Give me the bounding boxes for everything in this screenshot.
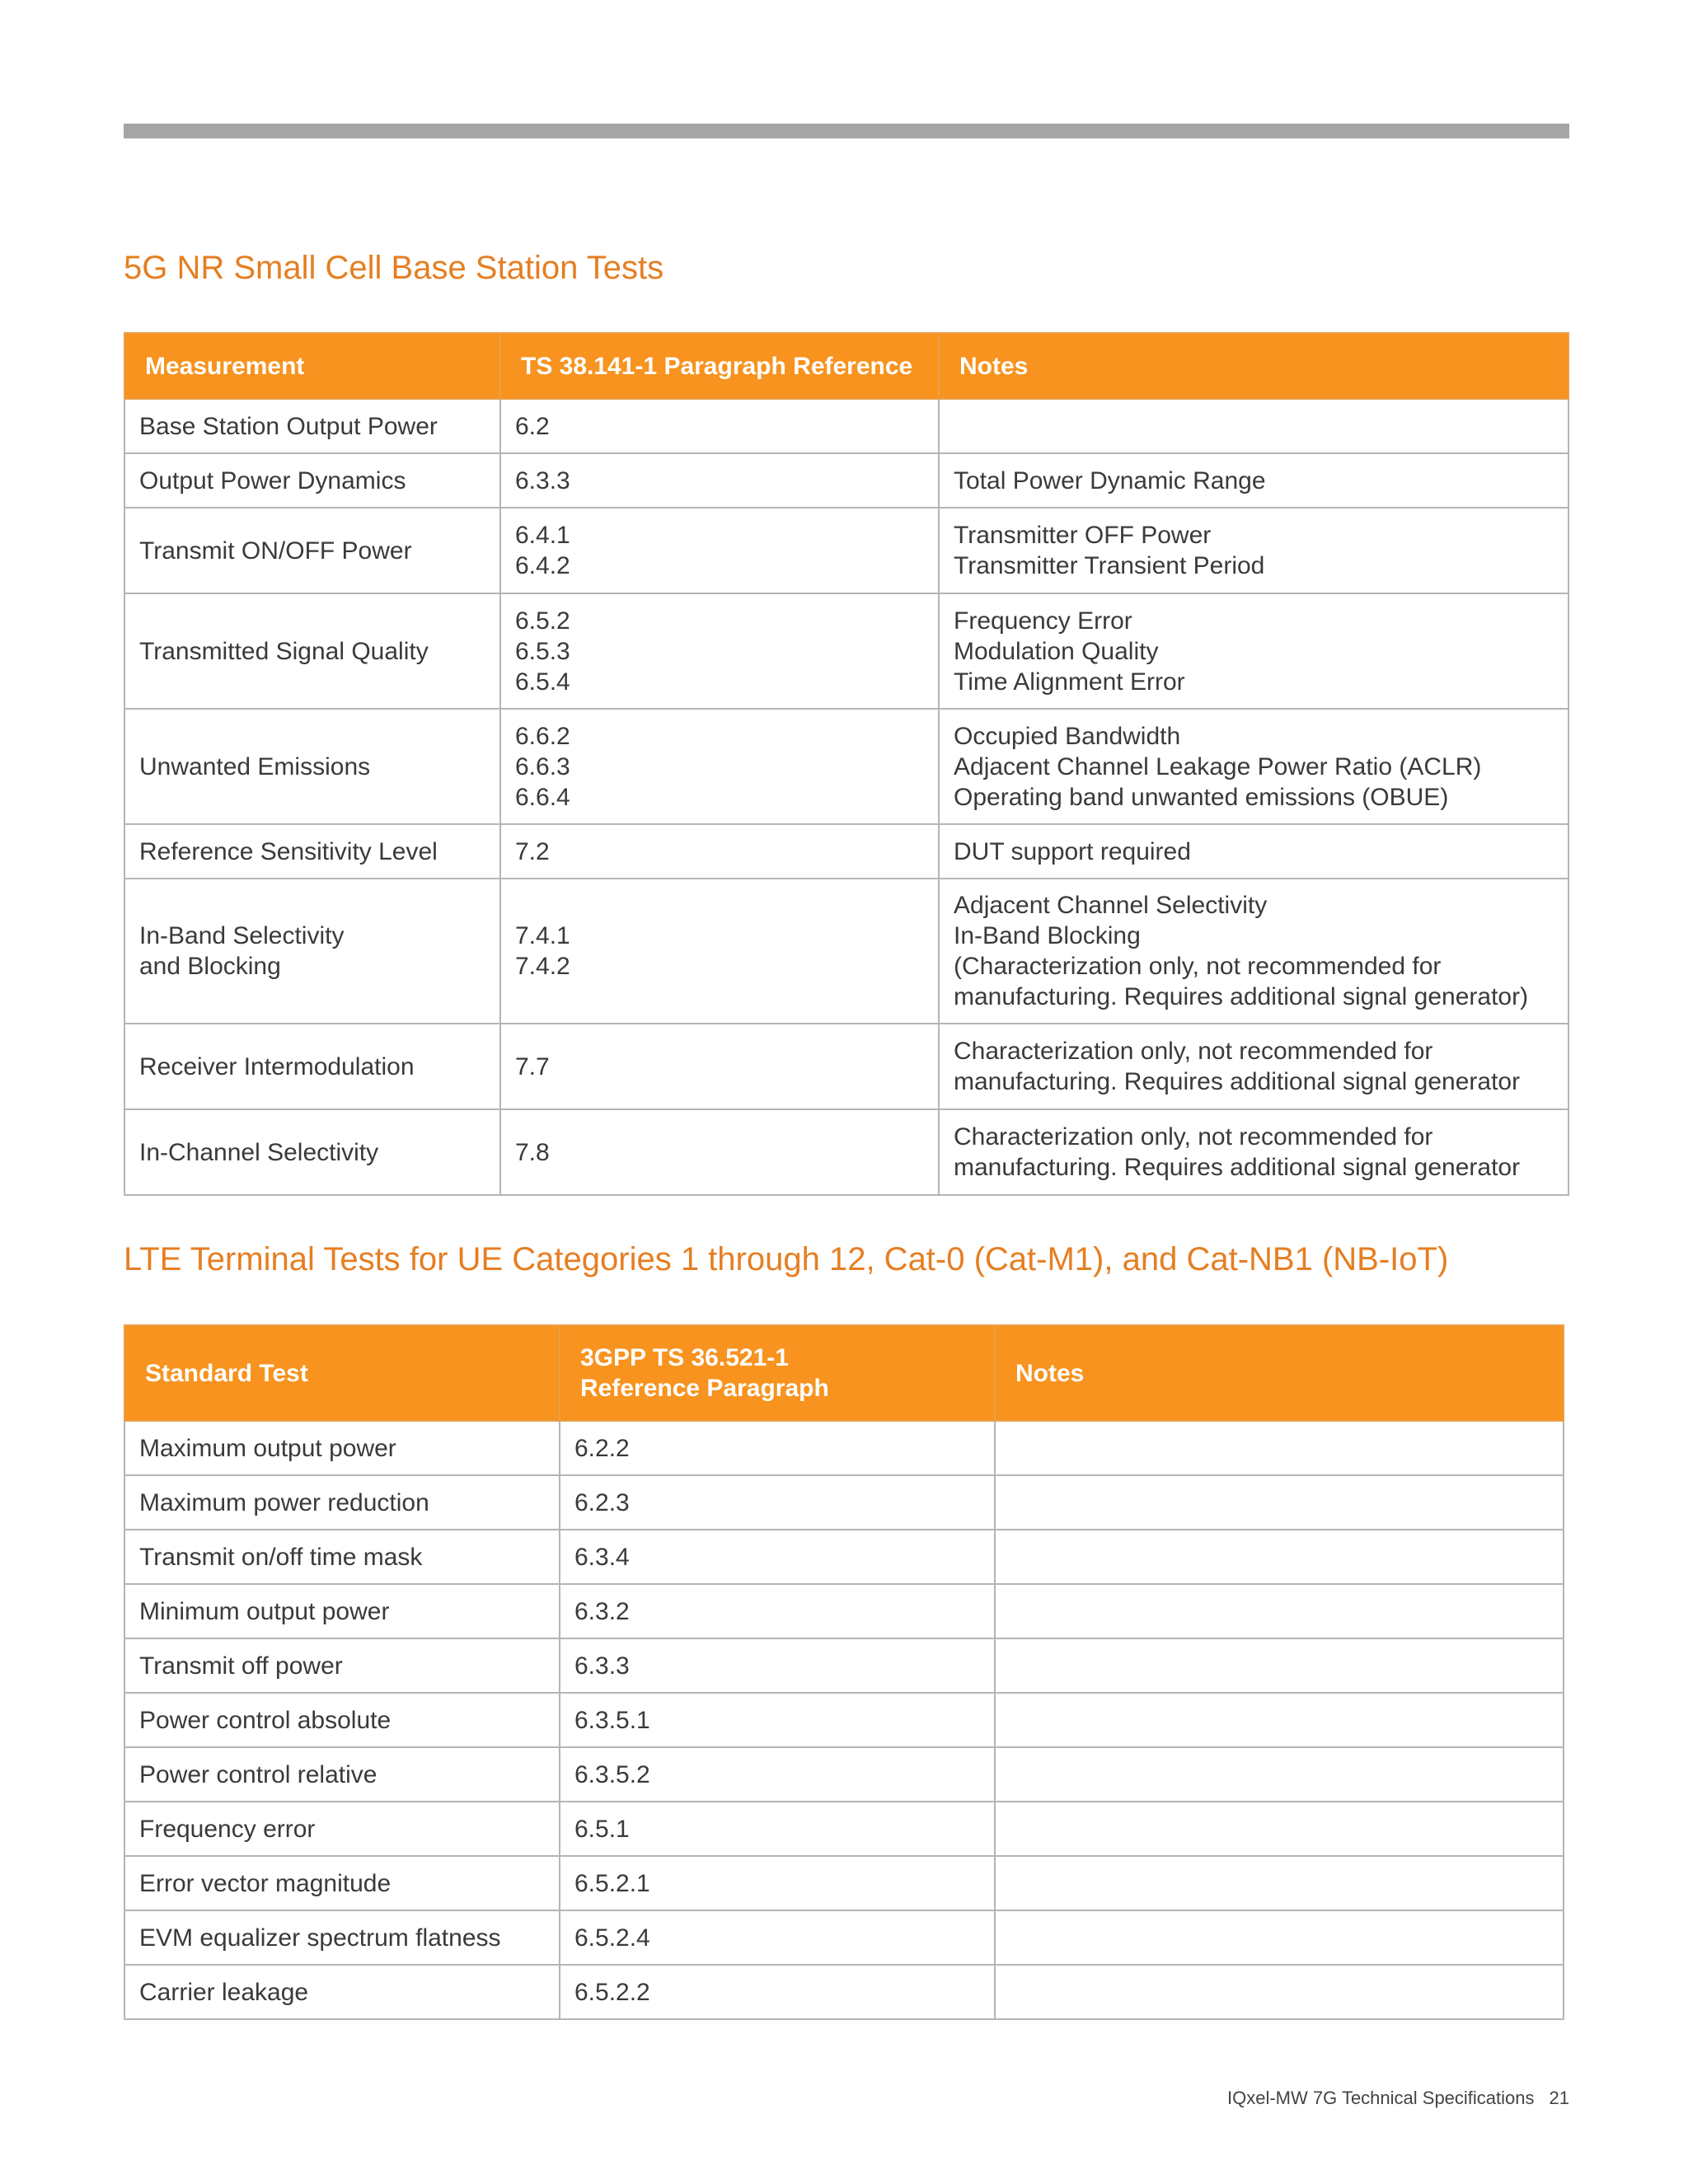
reference-cell: 6.2.2 bbox=[560, 1421, 995, 1475]
page-number: 21 bbox=[1549, 2088, 1569, 2108]
cell-line: Output Power Dynamics bbox=[139, 466, 406, 494]
cell-line: Modulation Quality bbox=[954, 637, 1159, 665]
standard-test-cell: Minimum output power bbox=[124, 1584, 560, 1638]
header-rule bbox=[124, 124, 1569, 138]
cell-line: Time Alignment Error bbox=[954, 668, 1185, 696]
cell-line: Characterization only, not recommended for bbox=[954, 1038, 1433, 1065]
table-row bbox=[124, 1421, 1564, 1475]
measurement-cell bbox=[124, 709, 500, 824]
reference-cell bbox=[500, 1024, 939, 1109]
column-header-reference-paragraph bbox=[560, 1325, 995, 1421]
cell-line: 6.5.2 bbox=[515, 607, 570, 635]
standard-test-cell: Carrier leakage bbox=[124, 1965, 560, 2019]
cell-line: (Characterization only, not recommended for bbox=[954, 953, 1442, 980]
cell-line: 7.4.1 bbox=[515, 922, 570, 949]
table-row bbox=[124, 508, 1568, 593]
reference-cell: 6.3.4 bbox=[560, 1530, 995, 1584]
cell-line: manufacturing. Requires additional signal generator bbox=[954, 1068, 1521, 1095]
notes-cell bbox=[995, 1747, 1564, 1802]
table-row bbox=[124, 1856, 1564, 1910]
cell-line: 6.6.3 bbox=[515, 752, 570, 780]
cell-line: Frequency Error bbox=[954, 607, 1132, 635]
measurement-cell bbox=[124, 879, 500, 1024]
cell-line: 7.7 bbox=[515, 1052, 550, 1080]
header-line: Standard Test bbox=[145, 1359, 308, 1387]
cell-line: Adjacent Channel Selectivity bbox=[954, 892, 1268, 919]
standard-test-cell: Power control relative bbox=[124, 1747, 560, 1802]
cell-line: Unwanted Emissions bbox=[139, 752, 371, 780]
table-row bbox=[124, 1530, 1564, 1584]
notes-cell bbox=[939, 879, 1568, 1024]
column-header-notes: Notes bbox=[939, 333, 1568, 399]
table-row bbox=[124, 453, 1568, 508]
standard-test-cell: Error vector magnitude bbox=[124, 1856, 560, 1910]
cell-line: Transmit ON/OFF Power bbox=[139, 537, 412, 565]
reference-cell: 6.5.1 bbox=[560, 1802, 995, 1856]
cell-line: In-Channel Selectivity bbox=[139, 1138, 379, 1166]
cell-line: manufacturing. Requires additional signal generator) bbox=[954, 983, 1529, 1010]
notes-cell bbox=[939, 453, 1568, 508]
table-row bbox=[124, 1109, 1568, 1195]
header-line: Reference Paragraph bbox=[580, 1375, 829, 1402]
table-row bbox=[124, 709, 1568, 824]
measurement-cell bbox=[124, 1024, 500, 1109]
measurement-cell bbox=[124, 508, 500, 593]
measurement-cell bbox=[124, 399, 500, 453]
reference-cell bbox=[500, 824, 939, 879]
table-row bbox=[124, 593, 1568, 709]
standard-test-cell: Frequency error bbox=[124, 1802, 560, 1856]
cell-line: Transmitter Transient Period bbox=[954, 552, 1265, 579]
notes-cell bbox=[995, 1530, 1564, 1584]
notes-cell bbox=[995, 1475, 1564, 1530]
notes-cell bbox=[995, 1638, 1564, 1693]
table-row bbox=[124, 1747, 1564, 1802]
standard-test-cell: EVM equalizer spectrum flatness bbox=[124, 1910, 560, 1965]
column-header-standard-test bbox=[124, 1325, 560, 1421]
cell-line: Base Station Output Power bbox=[139, 412, 438, 440]
reference-cell: 6.5.2.1 bbox=[560, 1856, 995, 1910]
measurement-cell bbox=[124, 593, 500, 709]
reference-cell bbox=[500, 1109, 939, 1195]
cell-line: and Blocking bbox=[139, 953, 281, 980]
cell-line: 6.6.2 bbox=[515, 722, 570, 750]
cell-line: Occupied Bandwidth bbox=[954, 722, 1181, 750]
reference-cell: 6.3.2 bbox=[560, 1584, 995, 1638]
notes-cell bbox=[939, 593, 1568, 709]
header-line: Notes bbox=[1015, 1359, 1085, 1387]
cell-line: Characterization only, not recommended for bbox=[954, 1123, 1433, 1151]
cell-line: Receiver Intermodulation bbox=[139, 1052, 415, 1080]
table-row bbox=[124, 1965, 1564, 2019]
cell-line: In-Band Selectivity bbox=[139, 922, 345, 949]
cell-line: Operating band unwanted emissions (OBUE) bbox=[954, 783, 1449, 811]
notes-cell bbox=[995, 1802, 1564, 1856]
header-line: 3GPP TS 36.521-1 bbox=[580, 1344, 789, 1371]
reference-cell bbox=[500, 453, 939, 508]
table-row bbox=[124, 1584, 1564, 1638]
notes-cell bbox=[939, 508, 1568, 593]
notes-cell bbox=[939, 399, 1568, 453]
cell-line: DUT support required bbox=[954, 837, 1191, 865]
cell-line: Reference Sensitivity Level bbox=[139, 837, 438, 865]
table-header-row bbox=[124, 333, 1568, 399]
cell-line: 7.8 bbox=[515, 1138, 550, 1166]
section-title-lte-terminal: LTE Terminal Tests for UE Categories 1 through 12, Cat-0 (Cat-M1), and Cat-NB1 (NB-IoT) bbox=[124, 1241, 1449, 1277]
cell-line: 6.2 bbox=[515, 412, 550, 440]
cell-line: 6.4.2 bbox=[515, 552, 570, 579]
section-title-5g-nr: 5G NR Small Cell Base Station Tests bbox=[124, 250, 664, 286]
reference-cell: 6.2.3 bbox=[560, 1475, 995, 1530]
table-row bbox=[124, 824, 1568, 879]
reference-cell: 6.3.5.1 bbox=[560, 1693, 995, 1747]
lte-terminal-test-table bbox=[124, 1324, 1564, 2020]
table-row bbox=[124, 1638, 1564, 1693]
table-row bbox=[124, 1693, 1564, 1747]
cell-line: 6.5.3 bbox=[515, 637, 570, 665]
page-footer bbox=[1227, 2088, 1569, 2109]
cell-line: In-Band Blocking bbox=[954, 922, 1141, 949]
standard-test-cell: Maximum output power bbox=[124, 1421, 560, 1475]
reference-cell: 6.3.3 bbox=[560, 1638, 995, 1693]
cell-line: 6.6.4 bbox=[515, 783, 570, 811]
cell-line: Adjacent Channel Leakage Power Ratio (ACLR) bbox=[954, 752, 1482, 780]
notes-cell bbox=[939, 824, 1568, 879]
standard-test-cell: Transmit on/off time mask bbox=[124, 1530, 560, 1584]
measurement-cell bbox=[124, 1109, 500, 1195]
measurement-cell bbox=[124, 824, 500, 879]
notes-cell bbox=[995, 1421, 1564, 1475]
notes-cell bbox=[995, 1693, 1564, 1747]
standard-test-cell: Transmit off power bbox=[124, 1638, 560, 1693]
column-header-notes bbox=[995, 1325, 1564, 1421]
reference-cell: 6.3.5.2 bbox=[560, 1747, 995, 1802]
cell-line: Transmitter OFF Power bbox=[954, 522, 1212, 549]
notes-cell bbox=[995, 1965, 1564, 2019]
standard-test-cell: Maximum power reduction bbox=[124, 1475, 560, 1530]
reference-cell bbox=[500, 399, 939, 453]
table-header-row bbox=[124, 1325, 1564, 1421]
table-row bbox=[124, 1475, 1564, 1530]
cell-line: Transmitted Signal Quality bbox=[139, 637, 429, 665]
5g-nr-test-table bbox=[124, 332, 1569, 1196]
reference-cell bbox=[500, 879, 939, 1024]
notes-cell bbox=[995, 1910, 1564, 1965]
reference-cell bbox=[500, 709, 939, 824]
column-header-measurement: Measurement bbox=[124, 333, 500, 399]
cell-line: 7.4.2 bbox=[515, 953, 570, 980]
cell-line: 6.4.1 bbox=[515, 522, 570, 549]
reference-cell: 6.5.2.2 bbox=[560, 1965, 995, 2019]
notes-cell bbox=[995, 1584, 1564, 1638]
cell-line: Total Power Dynamic Range bbox=[954, 466, 1266, 494]
table-row bbox=[124, 879, 1568, 1024]
table-row bbox=[124, 1802, 1564, 1856]
footer-doc-title: IQxel-MW 7G Technical Specifications bbox=[1227, 2088, 1535, 2108]
cell-line: manufacturing. Requires additional signal generator bbox=[954, 1154, 1521, 1181]
measurement-cell bbox=[124, 453, 500, 508]
standard-test-cell: Power control absolute bbox=[124, 1693, 560, 1747]
table-row bbox=[124, 1910, 1564, 1965]
reference-cell bbox=[500, 593, 939, 709]
notes-cell bbox=[939, 1109, 1568, 1195]
column-header-reference: TS 38.141-1 Paragraph Reference bbox=[500, 333, 939, 399]
notes-cell bbox=[995, 1856, 1564, 1910]
table-row bbox=[124, 399, 1568, 453]
cell-line: 7.2 bbox=[515, 837, 550, 865]
cell-line: 6.3.3 bbox=[515, 466, 570, 494]
cell-line: 6.5.4 bbox=[515, 668, 570, 696]
notes-cell bbox=[939, 1024, 1568, 1109]
reference-cell: 6.5.2.4 bbox=[560, 1910, 995, 1965]
table-row bbox=[124, 1024, 1568, 1109]
notes-cell bbox=[939, 709, 1568, 824]
reference-cell bbox=[500, 508, 939, 593]
